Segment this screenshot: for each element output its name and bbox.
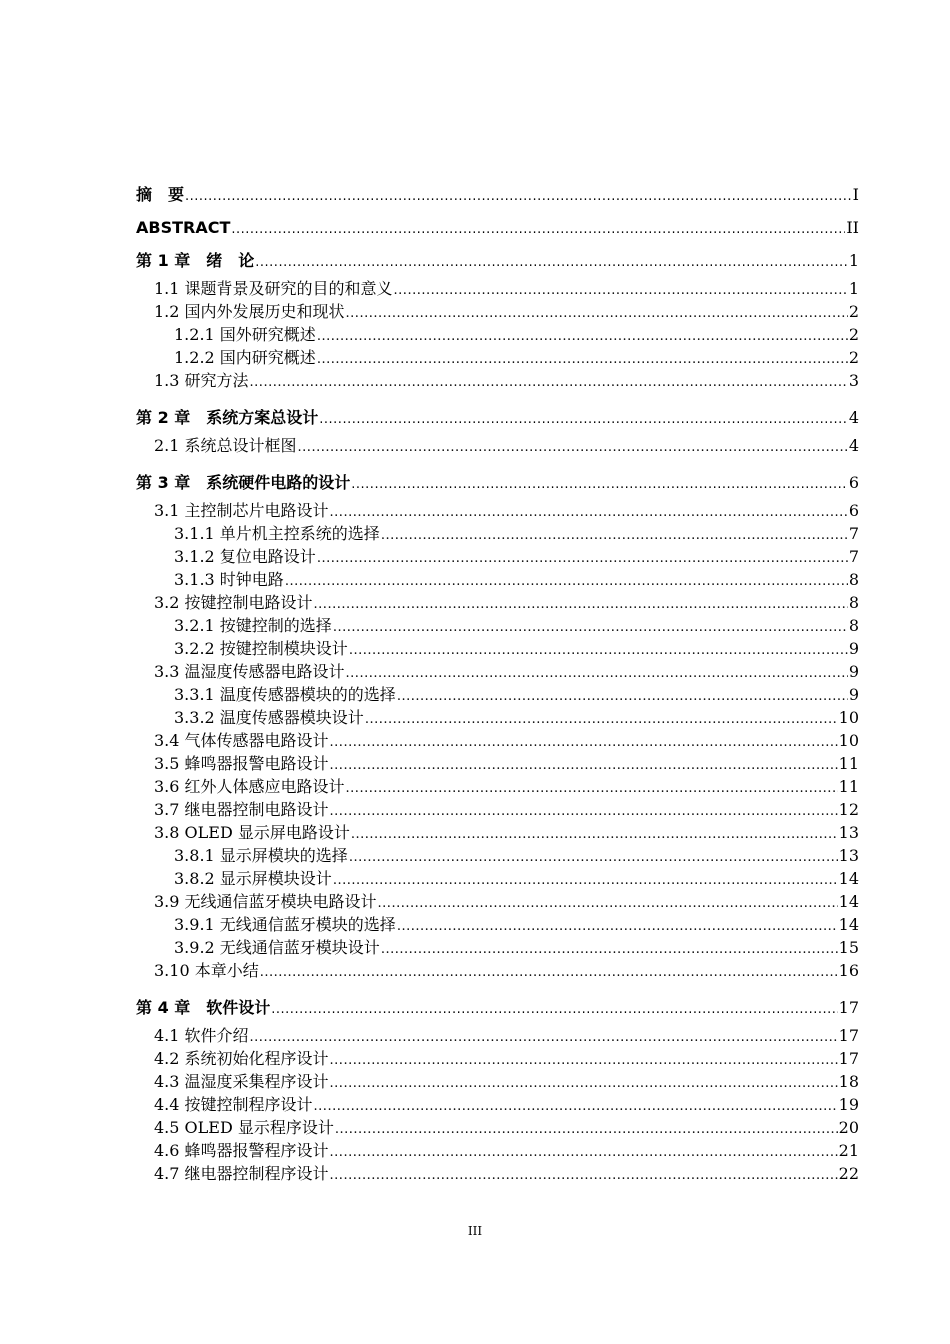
- toc-section-entry[interactable]: [136, 775, 859, 798]
- toc-dot-leader: [317, 325, 848, 348]
- toc-entry-page-number: 8: [848, 593, 859, 612]
- toc-subsection-entry[interactable]: [136, 913, 859, 936]
- toc-section-entry[interactable]: [136, 752, 859, 775]
- toc-section-entry[interactable]: [136, 499, 859, 522]
- toc-dot-leader: [365, 708, 838, 731]
- toc-entry-title: 3.2 按键控制电路设计: [154, 593, 313, 612]
- toc-dot-leader: [351, 468, 848, 501]
- toc-chapter-entry[interactable]: [136, 244, 859, 277]
- toc-dot-leader: [349, 639, 848, 662]
- toc-entry-page-number: I: [852, 185, 859, 204]
- toc-section-entry[interactable]: [136, 300, 859, 323]
- toc-entry-title: 3.5 蜂鸣器报警电路设计: [154, 754, 329, 773]
- toc-entry-page-number: 19: [838, 1095, 859, 1114]
- toc-dot-leader: [330, 1049, 838, 1072]
- toc-chapter-entry[interactable]: [136, 211, 859, 244]
- toc-section-entry[interactable]: [136, 277, 859, 300]
- toc-entry-page-number: 21: [838, 1141, 859, 1160]
- toc-entry-page-number: 14: [838, 892, 859, 911]
- toc-subsection-entry[interactable]: [136, 844, 859, 867]
- toc-entry-page-number: 17: [838, 998, 859, 1017]
- toc-chapter-entry[interactable]: [136, 401, 859, 434]
- toc-section-entry[interactable]: [136, 1047, 859, 1070]
- toc-dot-leader: [378, 892, 838, 915]
- toc-entry-page-number: 11: [838, 777, 859, 796]
- toc-dot-leader: [285, 570, 848, 593]
- toc-entry-title: 1.2.1 国外研究概述: [174, 325, 316, 344]
- toc-dot-leader: [346, 302, 848, 325]
- toc-subsection-entry[interactable]: [136, 568, 859, 591]
- toc-entry-page-number: 18: [838, 1072, 859, 1091]
- toc-entry-page-number: 9: [848, 639, 859, 658]
- toc-entry-title: 2.1 系统总设计框图: [154, 436, 297, 455]
- toc-entry-page-number: 16: [838, 961, 859, 980]
- toc-dot-leader: [250, 371, 848, 394]
- toc-entry-page-number: 13: [838, 823, 859, 842]
- toc-entry-page-number: 1: [848, 251, 859, 270]
- toc-dot-leader: [250, 1026, 838, 1049]
- toc-subsection-entry[interactable]: [136, 346, 859, 369]
- toc-entry-page-number: 14: [838, 869, 859, 888]
- toc-entry-title: 3.2.1 按键控制的选择: [174, 616, 332, 635]
- toc-dot-leader: [185, 180, 852, 213]
- toc-chapter-entry[interactable]: [136, 991, 859, 1024]
- toc-dot-leader: [381, 938, 838, 961]
- toc-entry-title: 第 1 章 绪 论: [136, 251, 255, 270]
- toc-chapter-entry[interactable]: [136, 466, 859, 499]
- table-of-contents: [136, 178, 859, 1185]
- toc-entry-page-number: 12: [838, 800, 859, 819]
- toc-entry-title: 4.1 软件介绍: [154, 1026, 249, 1045]
- toc-entry-title: 第 2 章 系统方案总设计: [136, 408, 319, 427]
- toc-entry-title: 3.3 温湿度传感器电路设计: [154, 662, 345, 681]
- toc-section-entry[interactable]: [136, 1070, 859, 1093]
- toc-entry-page-number: 1: [848, 279, 859, 298]
- toc-entry-title: 摘 要: [136, 185, 185, 204]
- toc-dot-leader: [333, 869, 838, 892]
- toc-entry-title: 3.10 本章小结: [154, 961, 259, 980]
- toc-subsection-entry[interactable]: [136, 545, 859, 568]
- toc-entry-page-number: 2: [848, 325, 859, 344]
- toc-dot-leader: [317, 348, 848, 371]
- toc-entry-title: 3.1.2 复位电路设计: [174, 547, 316, 566]
- toc-entry-page-number: 15: [838, 938, 859, 957]
- toc-entry-page-number: 14: [838, 915, 859, 934]
- toc-section-entry[interactable]: [136, 591, 859, 614]
- toc-entry-title: 3.4 气体传感器电路设计: [154, 731, 329, 750]
- page-footer-number: III: [467, 1224, 483, 1238]
- toc-entry-title: 3.7 继电器控制电路设计: [154, 800, 329, 819]
- toc-dot-leader: [397, 915, 838, 938]
- toc-entry-page-number: 7: [848, 524, 859, 543]
- toc-dot-leader: [260, 961, 838, 984]
- toc-entry-title: 1.3 研究方法: [154, 371, 249, 390]
- toc-entry-title: 3.1.1 单片机主控系统的选择: [174, 524, 380, 543]
- toc-dot-leader: [346, 777, 838, 800]
- toc-dot-leader: [330, 501, 848, 524]
- toc-entry-page-number: 4: [848, 408, 859, 427]
- toc-dot-leader: [330, 754, 838, 777]
- toc-section-entry[interactable]: [136, 1162, 859, 1185]
- toc-entry-page-number: 11: [838, 754, 859, 773]
- toc-subsection-entry[interactable]: [136, 936, 859, 959]
- toc-subsection-entry[interactable]: [136, 522, 859, 545]
- toc-entry-title: 第 4 章 软件设计: [136, 998, 271, 1017]
- toc-entry-page-number: 4: [848, 436, 859, 455]
- toc-entry-title: 1.2 国内外发展历史和现状: [154, 302, 345, 321]
- toc-entry-page-number: 9: [848, 685, 859, 704]
- toc-entry-page-number: 10: [838, 731, 859, 750]
- toc-dot-leader: [349, 846, 838, 869]
- toc-subsection-entry[interactable]: [136, 614, 859, 637]
- toc-section-entry[interactable]: [136, 821, 859, 844]
- toc-entry-title: 4.2 系统初始化程序设计: [154, 1049, 329, 1068]
- toc-entry-page-number: 17: [838, 1026, 859, 1045]
- toc-entry-page-number: 7: [848, 547, 859, 566]
- toc-entry-title: 4.5 OLED 显示程序设计: [154, 1118, 334, 1137]
- toc-entry-title: 3.9.1 无线通信蓝牙模块的选择: [174, 915, 396, 934]
- toc-entry-page-number: 8: [848, 616, 859, 635]
- toc-entry-title: 1.1 课题背景及研究的目的和意义: [154, 279, 393, 298]
- toc-section-entry[interactable]: [136, 729, 859, 752]
- toc-dot-leader: [346, 662, 848, 685]
- toc-dot-leader: [314, 1095, 838, 1118]
- toc-entry-title: 3.1.3 时钟电路: [174, 570, 284, 589]
- toc-section-entry[interactable]: [136, 959, 859, 982]
- toc-entry-page-number: 13: [838, 846, 859, 865]
- toc-entry-title: 3.9 无线通信蓝牙模块电路设计: [154, 892, 377, 911]
- toc-dot-leader: [231, 213, 845, 246]
- toc-section-entry[interactable]: [136, 798, 859, 821]
- toc-entry-page-number: 6: [848, 501, 859, 520]
- toc-entry-page-number: 6: [848, 473, 859, 492]
- toc-dot-leader: [330, 731, 838, 754]
- toc-entry-page-number: 22: [838, 1164, 859, 1183]
- toc-dot-leader: [330, 1072, 838, 1095]
- toc-dot-leader: [335, 1118, 838, 1141]
- toc-dot-leader: [394, 279, 848, 302]
- toc-section-entry[interactable]: [136, 1093, 859, 1116]
- toc-section-entry[interactable]: [136, 1116, 859, 1139]
- toc-dot-leader: [317, 547, 848, 570]
- toc-entry-title: 3.3.2 温度传感器模块设计: [174, 708, 364, 727]
- toc-dot-leader: [271, 993, 837, 1026]
- toc-section-entry[interactable]: [136, 1139, 859, 1162]
- toc-entry-title: 4.3 温湿度采集程序设计: [154, 1072, 329, 1091]
- toc-dot-leader: [298, 436, 848, 459]
- toc-dot-leader: [330, 1141, 838, 1164]
- toc-entry-title: 3.6 红外人体感应电路设计: [154, 777, 345, 796]
- toc-section-entry[interactable]: [136, 434, 859, 457]
- toc-section-entry[interactable]: [136, 890, 859, 913]
- toc-entry-title: 3.2.2 按键控制模块设计: [174, 639, 348, 658]
- toc-dot-leader: [330, 1164, 838, 1187]
- toc-subsection-entry[interactable]: [136, 323, 859, 346]
- toc-dot-leader: [319, 403, 848, 436]
- toc-entry-title: 3.1 主控制芯片电路设计: [154, 501, 329, 520]
- toc-entry-title: 3.8 OLED 显示屏电路设计: [154, 823, 350, 842]
- toc-section-entry[interactable]: [136, 660, 859, 683]
- toc-entry-page-number: 20: [838, 1118, 859, 1137]
- toc-subsection-entry[interactable]: [136, 637, 859, 660]
- toc-dot-leader: [333, 616, 848, 639]
- toc-entry-title: 第 3 章 系统硬件电路的设计: [136, 473, 351, 492]
- toc-dot-leader: [330, 800, 838, 823]
- toc-entry-title: 4.4 按键控制程序设计: [154, 1095, 313, 1114]
- toc-entry-title: 4.7 继电器控制程序设计: [154, 1164, 329, 1183]
- toc-dot-leader: [255, 246, 848, 279]
- toc-section-entry[interactable]: [136, 369, 859, 392]
- toc-entry-page-number: 10: [838, 708, 859, 727]
- toc-entry-title: 3.9.2 无线通信蓝牙模块设计: [174, 938, 380, 957]
- toc-entry-title: 3.8.1 显示屏模块的选择: [174, 846, 348, 865]
- toc-subsection-entry[interactable]: [136, 706, 859, 729]
- toc-chapter-entry[interactable]: [136, 178, 859, 211]
- toc-entry-title: ABSTRACT: [136, 218, 231, 237]
- toc-subsection-entry[interactable]: [136, 683, 859, 706]
- toc-entry-title: 3.3.1 温度传感器模块的的选择: [174, 685, 396, 704]
- toc-entry-page-number: 8: [848, 570, 859, 589]
- toc-dot-leader: [351, 823, 838, 846]
- toc-entry-title: 1.2.2 国内研究概述: [174, 348, 316, 367]
- toc-section-entry[interactable]: [136, 1024, 859, 1047]
- toc-subsection-entry[interactable]: [136, 867, 859, 890]
- toc-entry-page-number: 17: [838, 1049, 859, 1068]
- toc-entry-page-number: 2: [848, 348, 859, 367]
- toc-dot-leader: [314, 593, 848, 616]
- toc-dot-leader: [381, 524, 848, 547]
- toc-entry-page-number: II: [846, 218, 859, 237]
- toc-dot-leader: [397, 685, 848, 708]
- toc-entry-title: 3.8.2 显示屏模块设计: [174, 869, 332, 888]
- toc-entry-page-number: 3: [848, 371, 859, 390]
- toc-entry-page-number: 9: [848, 662, 859, 681]
- toc-entry-page-number: 2: [848, 302, 859, 321]
- toc-entry-title: 4.6 蜂鸣器报警程序设计: [154, 1141, 329, 1160]
